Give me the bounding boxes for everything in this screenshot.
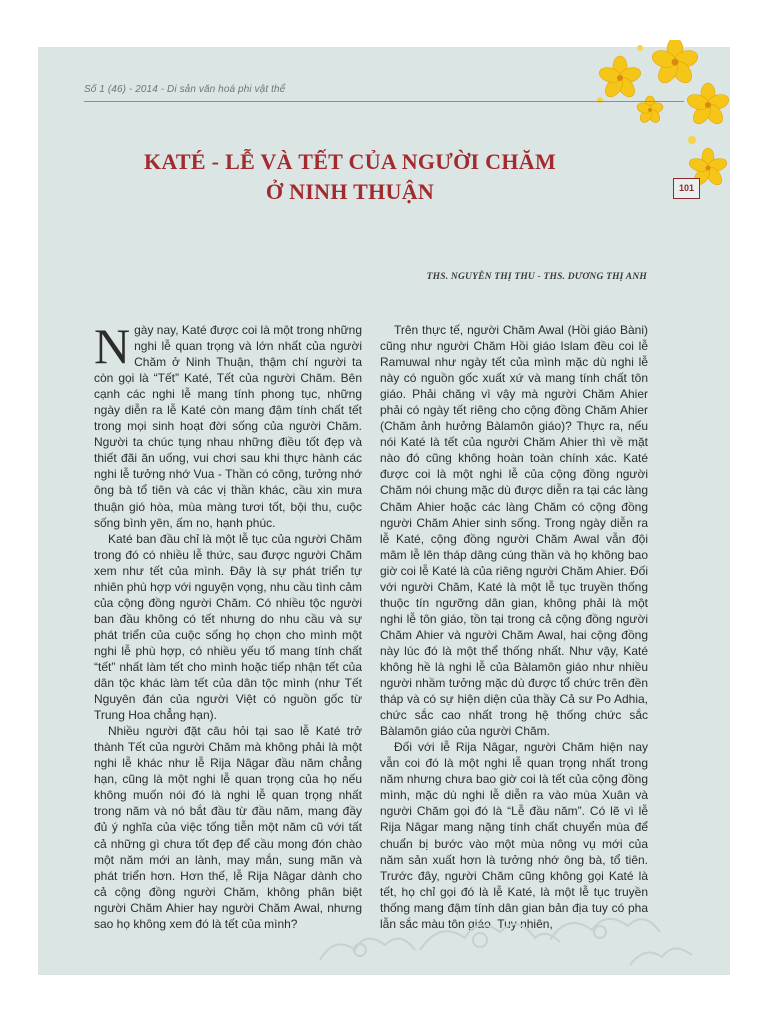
paragraph: Trên thực tế, người Chăm Awal (Hồi giáo Bàni) cũng như người Chăm Hồi giáo Islam đều coi lễ Ramuwal như ngày tết của mình mặc dù nghi lễ này có nguồn gốc xuất xứ và mang tính chất tôn giáo. Phải chăng vì vậy mà người Chăm Ahier phải có ngày tết riêng cho cộng đồng Chăm Ahier (Chăm ảnh hưởng Bàlamôn giáo)? Thực ra, nếu nói Katé là tết của người Chăm Ahier thì về mặt nào đó cũng không hoàn toàn chính xác. Katé được coi là một nghi lễ của cộng đồng người Chăm nói chung mặc dù được diễn ra tại các làng Chăm Ahier hoặc các làng Chăm có cộng đồng người Chăm Ahier sinh sống. Trong ngày diễn ra lễ Katé, cộng đồng người Chăm Awal vẫn đội mâm lễ lên tháp dâng cúng thần và họ không bao giờ coi lễ Katé là của riêng người Chăm Ahier. Đối với người Chăm, Katé là một lễ tục truyền thống thuộc tín ngưỡng dân gian, không phải là một nghi lễ tôn giáo, tồn tại trong cả cộng đồng người Chăm Ahier và người Chăm Awal, hai cộng đồng này lúc đó là một thể thống nhất. Như vậy, Katé không hề là nghi lễ của Bàlamôn giáo như nhiều người nhầm tưởng mặc dù được tổ chức trên đền tháp và có sự hiện diện của thầy Cả sư Po Adhia, chức sắc cao nhất trong hệ thống chức sắc Bàlamôn giáo của người Chăm. [380, 323, 648, 739]
cloud-pattern-decoration [300, 880, 730, 975]
paragraph [94, 318, 362, 531]
drop-cap: N [94, 318, 131, 374]
page-number: 101 [673, 178, 700, 199]
yellow-flower-decoration [580, 40, 730, 190]
paragraph: Nhiều người đặt câu hỏi tại sao lễ Katé trở thành Tết của người Chăm mà không phải là một nghi lễ khác như lễ Rija Nâgar đầu năm chẳng hạn, cũng là một nghi lễ quan trọng của họ nếu không muốn nói đó là nghi lễ quan trọng nhất trong năm và nó bắt đầu từ đầu năm, mang đầy đủ ý nghĩa của việc tống tiễn một năm cũ với tất cả những gì chưa tốt đẹp để cầu mong đón chào một năm mới an lành, may mắn, sung mãn và phát triển hơn. Hơn thế, lễ Rija Nâgar dành cho cả cộng đồng người Chăm, không phân biệt người Chăm Ahier hay người Chăm Awal, nhưng sao họ không xem đó là tết của mình? [94, 724, 362, 931]
running-header: Số 1 (46) - 2014 - Di sản văn hoá phi vật thể [84, 84, 286, 95]
title-line-1: KATÉ - LỄ VÀ TẾT CỦA NGƯỜI CHĂM [143, 149, 557, 174]
right-column [380, 322, 648, 932]
paragraph: Katé ban đầu chỉ là một lễ tục của người Chăm trong đó có nhiều lễ thức, sau được người Chăm xem như tết của mình. Đây là sự phát triển tự nhiên phù hợp với nguyện vọng, nhu cầu tình cảm của cộng đồng người Chăm. Có nhiều tộc người ban đầu không có tết nhưng do nhu cầu và sự phát triển của cuộc sống họ chọn cho mình một nghi lễ phù hợp, có nhiều yếu tố mang tính chất “tết” nhất làm tết cho mình hoặc tiếp nhận tết của dân tộc khác làm tết của dân tộc mình (như Tết Nguyên đán của người Việt có nguồn gốc từ Trung Hoa chẳng hạn). [94, 531, 362, 723]
authors: THS. NGUYỄN THỊ THU - THS. DƯƠNG THỊ ANH [426, 272, 647, 282]
article-title [110, 147, 590, 207]
left-column [94, 318, 362, 932]
title-line-2: Ở NINH THUẬN [265, 179, 435, 204]
paragraph: Đối với lễ Rija Nâgar, người Chăm hiện nay vẫn coi đó là một nghi lễ quan trọng nhất trong năm nhưng chưa bao giờ coi là tết của cộng đồng mình, mặc dù nghi lễ diễn ra vào mùa Xuân và người Chăm gọi đó là “Lễ đầu năm”. Có lẽ vì lễ Rija Nâgar mang nặng tính chất chuyển mùa để chuẩn bị bước vào một mùa nông vụ mới của năm sản xuất hơn là tưởng nhớ ông bà, tổ tiên. Trước đây, người Chăm cũng không gọi Katé là tết, họ chỉ gọi đó là lễ Katé, là một lễ tục truyền thống mang đậm tính dân gian bản địa tuy có pha lẫn sắc màu tôn giáo. Tuy nhiên, [380, 740, 648, 931]
paragraph-text: gày nay, Katé được coi là một trong những nghi lễ quan trọng và lớn nhất của người Chăm ở Ninh Thuận, thậm chí người ta còn gọi là “Tết” Katé, Tết của người Chăm. Bên cạnh các nghi lễ mang tính phong tục, những ngày diễn ra lễ Katé còn mang đậm tính chất tết trong mọi sinh hoạt đời sống của người Chăm. Người ta chúc tụng nhau những điều tốt đẹp và thiết đãi ăn uống, vui chơi sau khi thực hành các nghi lễ tưởng nhớ Vua - Thần có công, tưởng nhớ ông bà tổ tiên và các vị thần khác, cầu xin mưa thuận gió hòa, mùa màng tươi tốt, bội thu, cuộc sống bình yên, ấm no, hạnh phúc. [94, 323, 362, 530]
header-divider [84, 101, 684, 102]
